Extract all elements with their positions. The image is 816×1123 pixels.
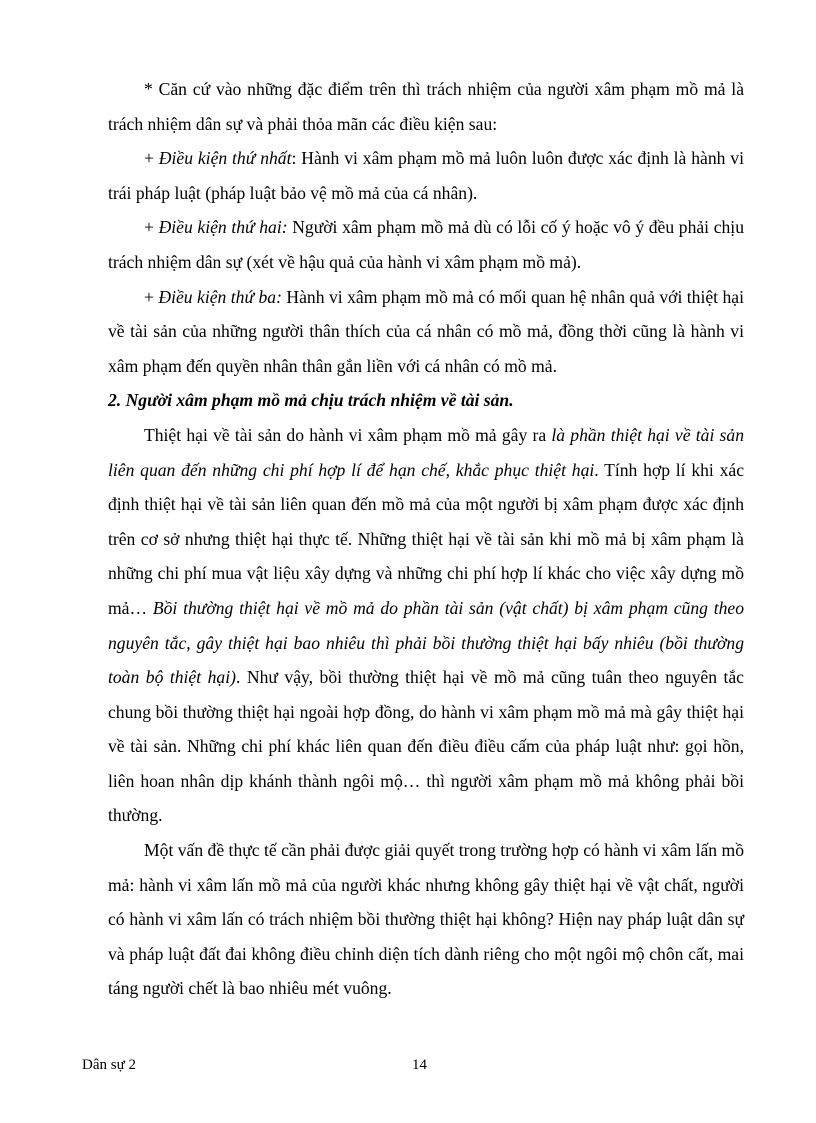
- text-run: +: [144, 217, 159, 238]
- page-footer: [82, 1054, 742, 1076]
- italic-text: Điều kiện thứ hai:: [158, 217, 288, 238]
- text-run: . Như vậy, bồi thường thiệt hại về mồ mả cũng tuân theo nguyên tắc chung bồi thường thiệt hại ngoài hợp đồng, do hành vi xâm phạm mồ mả mà gây thiệt hại về tài sản. Những chi phí khác liên quan đến điều điều cấm của pháp luật như: gọi hồn, liên hoan nhân dịp khánh thành ngôi mộ… thì người xâm phạm mồ mả không phải bồi thường.: [108, 667, 744, 826]
- section-heading: [108, 383, 744, 418]
- text-run: +: [144, 148, 159, 169]
- text-run: Thiệt hại về tài sản do hành vi xâm phạm mồ mả gây ra: [144, 424, 552, 445]
- italic-text: Bồi thường thiệt hại về mồ mả do phần tài sản (vật chất) bị xâm phạm cũng theo nguyên tắc, gây thiệt hại bao nhiêu thì phải bồi thường thiệt hại bấy nhiêu (bồi thường toàn bộ thiệt hại): [108, 597, 744, 688]
- italic-text: Điều kiện thứ nhất: [158, 148, 292, 169]
- text-run: Một vấn đề thực tế cần phải được giải quyết trong trường hợp có hành vi xâm lấn mồ mả: hành vi xâm lấn mồ mả của người khác nhưng không gây thiệt hại về vật chất, người có hành vi xâm lấn có trách nhiệm bồi thường thiệt hại không? Hiện nay pháp luật dân sự và pháp luật đất đai không điều chỉnh diện tích dành riêng cho một ngôi mộ chôn cất, mai táng người chết là bao nhiêu mét vuông.: [108, 840, 744, 999]
- footer-page-number: 14: [412, 1057, 427, 1073]
- text-run: Người xâm phạm mồ mả dù có lỗi cố ý hoặc vô ý đều phải chịu trách nhiệm dân sự (xét về hậu quả của hành vi xâm phạm mồ mả).: [108, 217, 744, 272]
- text-run: +: [144, 286, 159, 307]
- paragraph: [108, 72, 744, 141]
- text-run: . Tính hợp lí khi xác định thiệt hại về tài sản liên quan đến mồ mả của một người bị xâm phạm được xác định trên cơ sở nhưng thiệt hại thực tế. Những thiệt hại về tài sản khi mồ mả bị xâm phạm là những chi phí mua vật liệu xây dựng và những chi phí hợp lí khác cho việc xây dựng mồ mả…: [108, 459, 745, 618]
- paragraph: [108, 833, 744, 1006]
- paragraph: [108, 210, 744, 279]
- footer-document-title: Dân sự 2: [82, 1057, 136, 1073]
- text-run: : Hành vi xâm phạm mồ mả luôn luôn được xác định là hành vi trái pháp luật (pháp luật bảo vệ mồ mả của cá nhân).: [108, 148, 744, 203]
- paragraph: [108, 418, 744, 833]
- text-run: Hành vi xâm phạm mồ mả có mối quan hệ nhân quả với thiệt hại về tài sản của những người thân thích của cá nhân có mồ mả, đồng thời cũng là hành vi xâm phạm đến quyền nhân thân gắn liền với cá nhân có mồ mả.: [108, 286, 744, 376]
- italic-text: Điều kiện thứ ba:: [158, 286, 282, 307]
- text-run: * Căn cứ vào những đặc điểm trên thì trách nhiệm của người xâm phạm mồ mả là trách nhiệm dân sự và phải thỏa mãn các điều kiện sau:: [108, 79, 744, 134]
- text-run: 2. Người xâm phạm mồ mả chịu trách nhiệm về tài sản.: [108, 390, 514, 411]
- paragraph: [108, 280, 744, 384]
- document-body: [108, 72, 744, 1006]
- paragraph: [108, 141, 744, 210]
- italic-text: là phần thiệt hại về tài sản liên quan đến những chi phí hợp lí để hạn chế, khắc phục thiệt hại: [108, 424, 744, 480]
